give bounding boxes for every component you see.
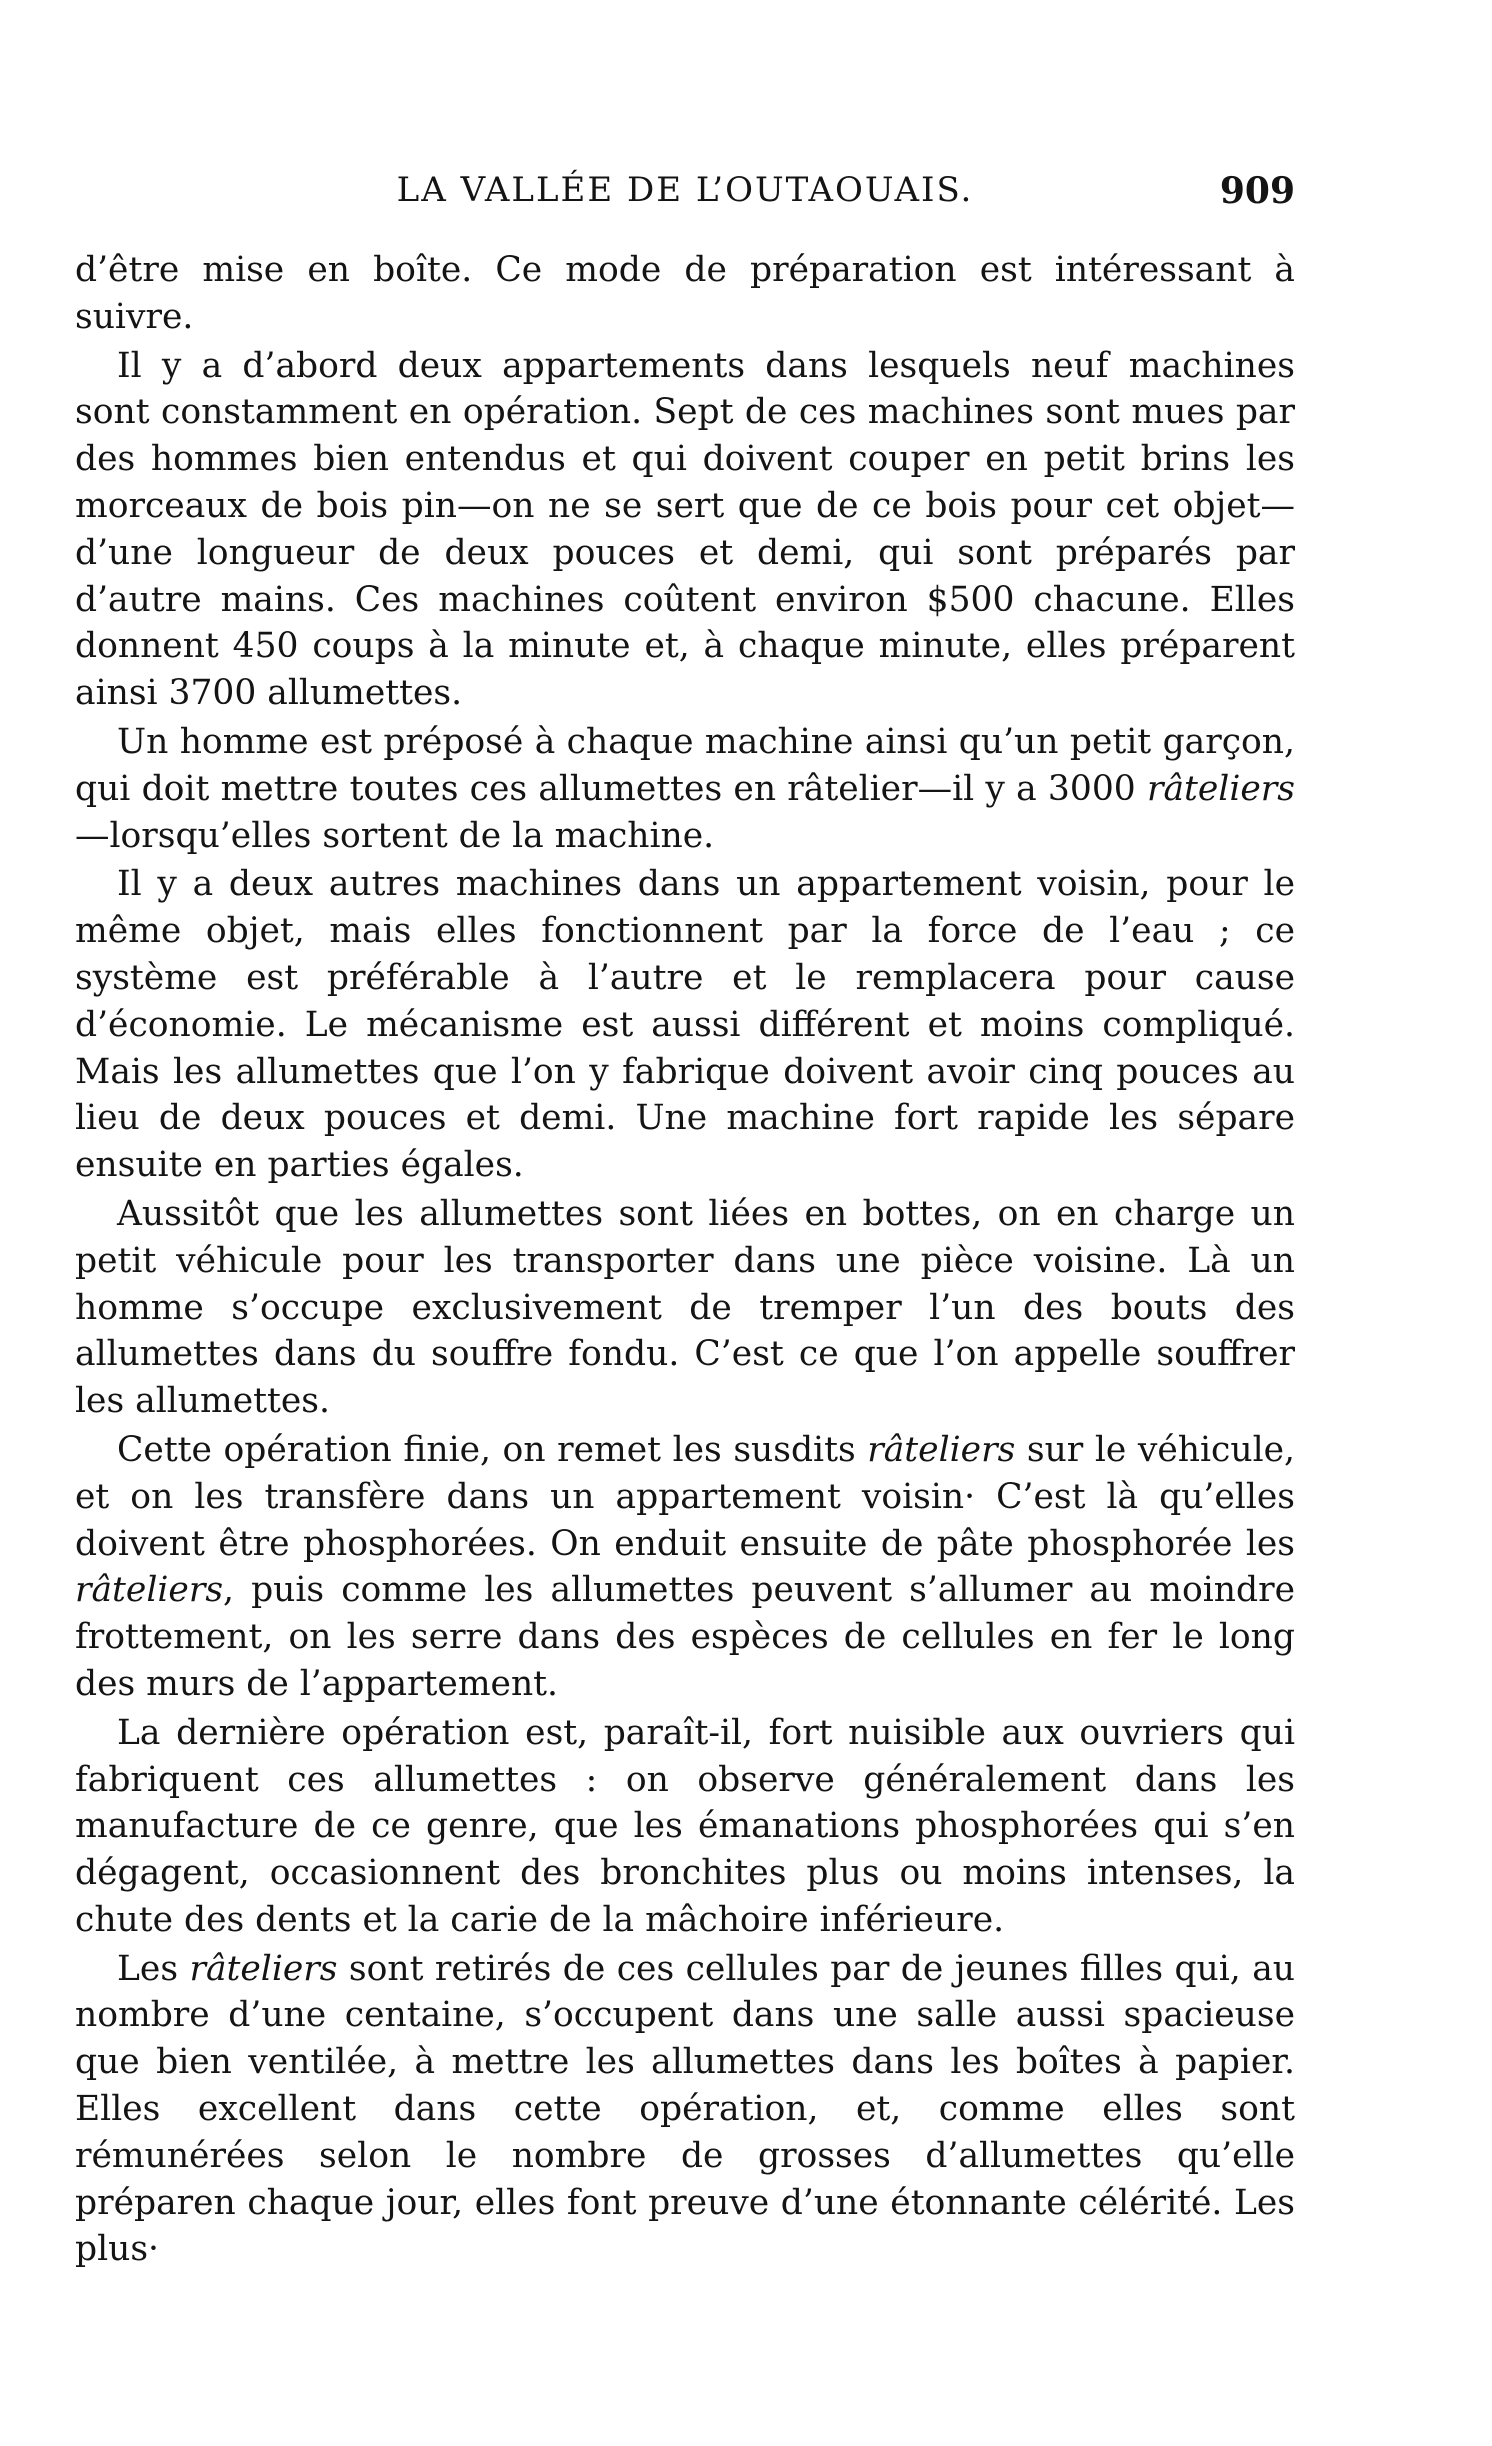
paragraph <box>75 719 1295 859</box>
paragraph <box>75 343 1295 717</box>
paragraph <box>75 1710 1295 1944</box>
text-run: sont retirés de ces cellules par de jeunes filles qui, au nombre d’une centaine, s’occupent dans une salle aussi spacieuse que bien ventilée, à mettre les allumettes dans les boîtes à papier. Elles excellent dans cette opération, et, comme elles sont rémunérées selon le nombre de grosses d’allumettes qu’elle préparen chaque jour, elles font preuve d’une étonnante célérité. Les plus· <box>75 1948 1295 2270</box>
page-header <box>75 170 1295 220</box>
italic-term: râteliers <box>1146 768 1295 809</box>
text-run: sur le véhicule, et on les transfère dans un appartement voisin· C’est là qu’elles doivent être phosphorées. On enduit ensuite de pâte phosphorée les <box>75 1429 1296 1564</box>
paragraph <box>75 1191 1295 1425</box>
paragraph <box>75 1427 1295 1708</box>
italic-term: râteliers <box>867 1429 1016 1470</box>
paragraph <box>75 1946 1295 2274</box>
text-run: Un homme est préposé à chaque machine ainsi qu’un petit garçon, qui doit mettre toutes ces allumettes en râtelier—il y a 3000 <box>75 721 1295 809</box>
paragraph <box>75 861 1295 1189</box>
text-run: Aussitôt que les allumettes sont liées en bottes, on en charge un petit véhicule pour les transporter dans une pièce voisine. Là un homme s’occupe exclusivement de tremper l’un des bouts des allumettes dans du souffre fondu. C’est ce que l’on appelle souffrer les allumettes. <box>75 1193 1295 1422</box>
paragraph <box>75 247 1295 341</box>
text-run: , puis comme les allumettes peuvent s’allumer au moindre frottement, on les serre dans des espèces de cellules en fer le long des murs de l’appartement. <box>75 1570 1295 1704</box>
text-body <box>75 247 1295 2275</box>
text-run: Les <box>117 1948 190 1989</box>
running-title: LA VALLÉE DE L’OUTAOUAIS. <box>396 170 974 210</box>
text-run: d’être mise en boîte. Ce mode de préparation est intéressant à suivre. <box>75 250 1295 337</box>
text-run: —lorsqu’elles sortent de la machine. <box>75 815 715 856</box>
text-run: Il y a deux autres machines dans un appartement voisin, pour le même objet, mais elles fonctionnent par la force de l’eau ; ce système est préférable à l’autre et le remplacera pour cause d’économie. Le mécanisme est aussi différent et moins compliqué. Mais les allumettes que l’on y fabrique doivent avoir cinq pouces au lieu de deux pouces et demi. Une machine fort rapide les sépare ensuite en parties égales. <box>75 864 1295 1186</box>
page-number: 909 <box>1219 170 1295 212</box>
italic-term: râteliers <box>189 1948 338 1989</box>
italic-term: râteliers <box>75 1570 224 1611</box>
text-run: La dernière opération est, paraît-il, fort nuisible aux ouvriers qui fabriquent ces allumettes : on observe généralement dans les manufacture de ce genre, que les émanations phosphorées qui s’en dégagent, occasionnent des bronchites plus ou moins intenses, la chute des dents et la carie de la mâchoire inférieure. <box>75 1712 1295 1940</box>
text-run: Il y a d’abord deux appartements dans lesquels neuf machines sont constamment en opération. Sept de ces machines sont mues par des hommes bien entendus et qui doivent couper en petit brins les morceaux de bois pin—on ne se sert que de ce bois pour cet objet—d’une longueur de deux pouces et demi, qui sont préparés par d’autre mains. Ces machines coûtent environ $500 chacune. Elles donnent 450 coups à la minute et, à chaque minute, elles préparent ainsi 3700 allumettes. <box>75 345 1295 714</box>
text-run: Cette opération finie, on remet les susdits <box>117 1429 868 1470</box>
